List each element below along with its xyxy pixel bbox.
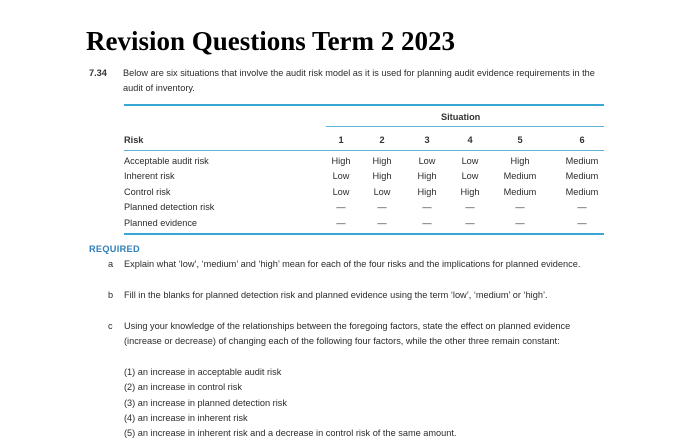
table-cell: Low (418, 156, 436, 166)
table-cell: — (465, 218, 475, 228)
table-cell: Low (332, 187, 350, 197)
sub-item: (1) an increase in acceptable audit risk (124, 367, 282, 377)
row-label-planned-evidence: Planned evidence (124, 218, 198, 228)
table-top-rule (124, 104, 604, 106)
table-bottom-rule (124, 233, 604, 235)
item-text-b: Fill in the blanks for planned detection risk and planned evidence using the term ‘low’, ‘medium’ or ‘high’. (124, 290, 548, 300)
row-label-control-risk: Control risk (124, 187, 171, 197)
table-cell: High (372, 171, 392, 181)
table-cell: — (336, 218, 346, 228)
table-cell: — (515, 202, 525, 212)
sub-item: (2) an increase in control risk (124, 382, 242, 392)
table-cell: — (422, 202, 432, 212)
table-cell: — (377, 202, 387, 212)
table-cell: High (417, 171, 437, 181)
question-text: Below are six situations that involve the audit risk model as it is used for planning audit evidence requirements in the audit of inventory. (123, 68, 595, 93)
table-cell: — (336, 202, 346, 212)
question-number: 7.34 (89, 68, 107, 78)
table-cell: High (510, 156, 530, 166)
risk-header: Risk (124, 135, 144, 145)
table-cell: Medium (503, 187, 537, 197)
column-header-5: 5 (517, 135, 523, 145)
table-cell: Medium (565, 156, 599, 166)
situation-rule (326, 126, 604, 127)
column-header-4: 4 (467, 135, 473, 145)
column-header-3: 3 (424, 135, 430, 145)
row-label-acceptable-audit-risk: Acceptable audit risk (124, 156, 209, 166)
table-cell: — (515, 218, 525, 228)
table-cell: — (465, 202, 475, 212)
table-cell: — (577, 202, 587, 212)
table-cell: — (377, 218, 387, 228)
table-cell: Low (373, 187, 391, 197)
sub-item: (4) an increase in inherent risk (124, 413, 248, 423)
row-label-planned-detection-risk: Planned detection risk (124, 202, 215, 212)
table-cell: — (422, 218, 432, 228)
column-header-2: 2 (379, 135, 385, 145)
slide-title: Revision Questions Term 2 2023 (86, 26, 456, 56)
table-cell: Low (461, 171, 479, 181)
table-cell: High (372, 156, 392, 166)
row-label-inherent-risk: Inherent risk (124, 171, 175, 181)
sub-item: (3) an increase in planned detection risk (124, 398, 287, 408)
item-letter-c: c (108, 321, 113, 331)
column-header-6: 6 (579, 135, 585, 145)
table-cell: High (331, 156, 351, 166)
sub-item: (5) an increase in inherent risk and a decrease in control risk of the same amount. (124, 428, 457, 438)
table-cell: Medium (503, 171, 537, 181)
question-scan (86, 60, 616, 443)
table-cell: Low (332, 171, 350, 181)
table-cell: — (577, 218, 587, 228)
table-cell: Low (461, 156, 479, 166)
item-text-c: Using your knowledge of the relationships between the foregoing factors, state the effect on planned evidence (increase or decrease) of changing each of the following four factors, while the other three remain constant: (124, 321, 571, 346)
table-cell: High (417, 187, 437, 197)
table-cell: Medium (565, 187, 599, 197)
header-rule (124, 150, 604, 151)
situation-label: Situation (441, 112, 481, 122)
table-cell: Medium (565, 171, 599, 181)
column-header-1: 1 (338, 135, 344, 145)
item-letter-a: a (108, 259, 114, 269)
item-text-a: Explain what ‘low’, ‘medium’ and ‘high’ mean for each of the four risks and the implications for planned evidence. (124, 259, 581, 269)
required-heading: REQUIRED (89, 244, 140, 254)
table-cell: High (460, 187, 480, 197)
item-letter-b: b (108, 290, 114, 300)
